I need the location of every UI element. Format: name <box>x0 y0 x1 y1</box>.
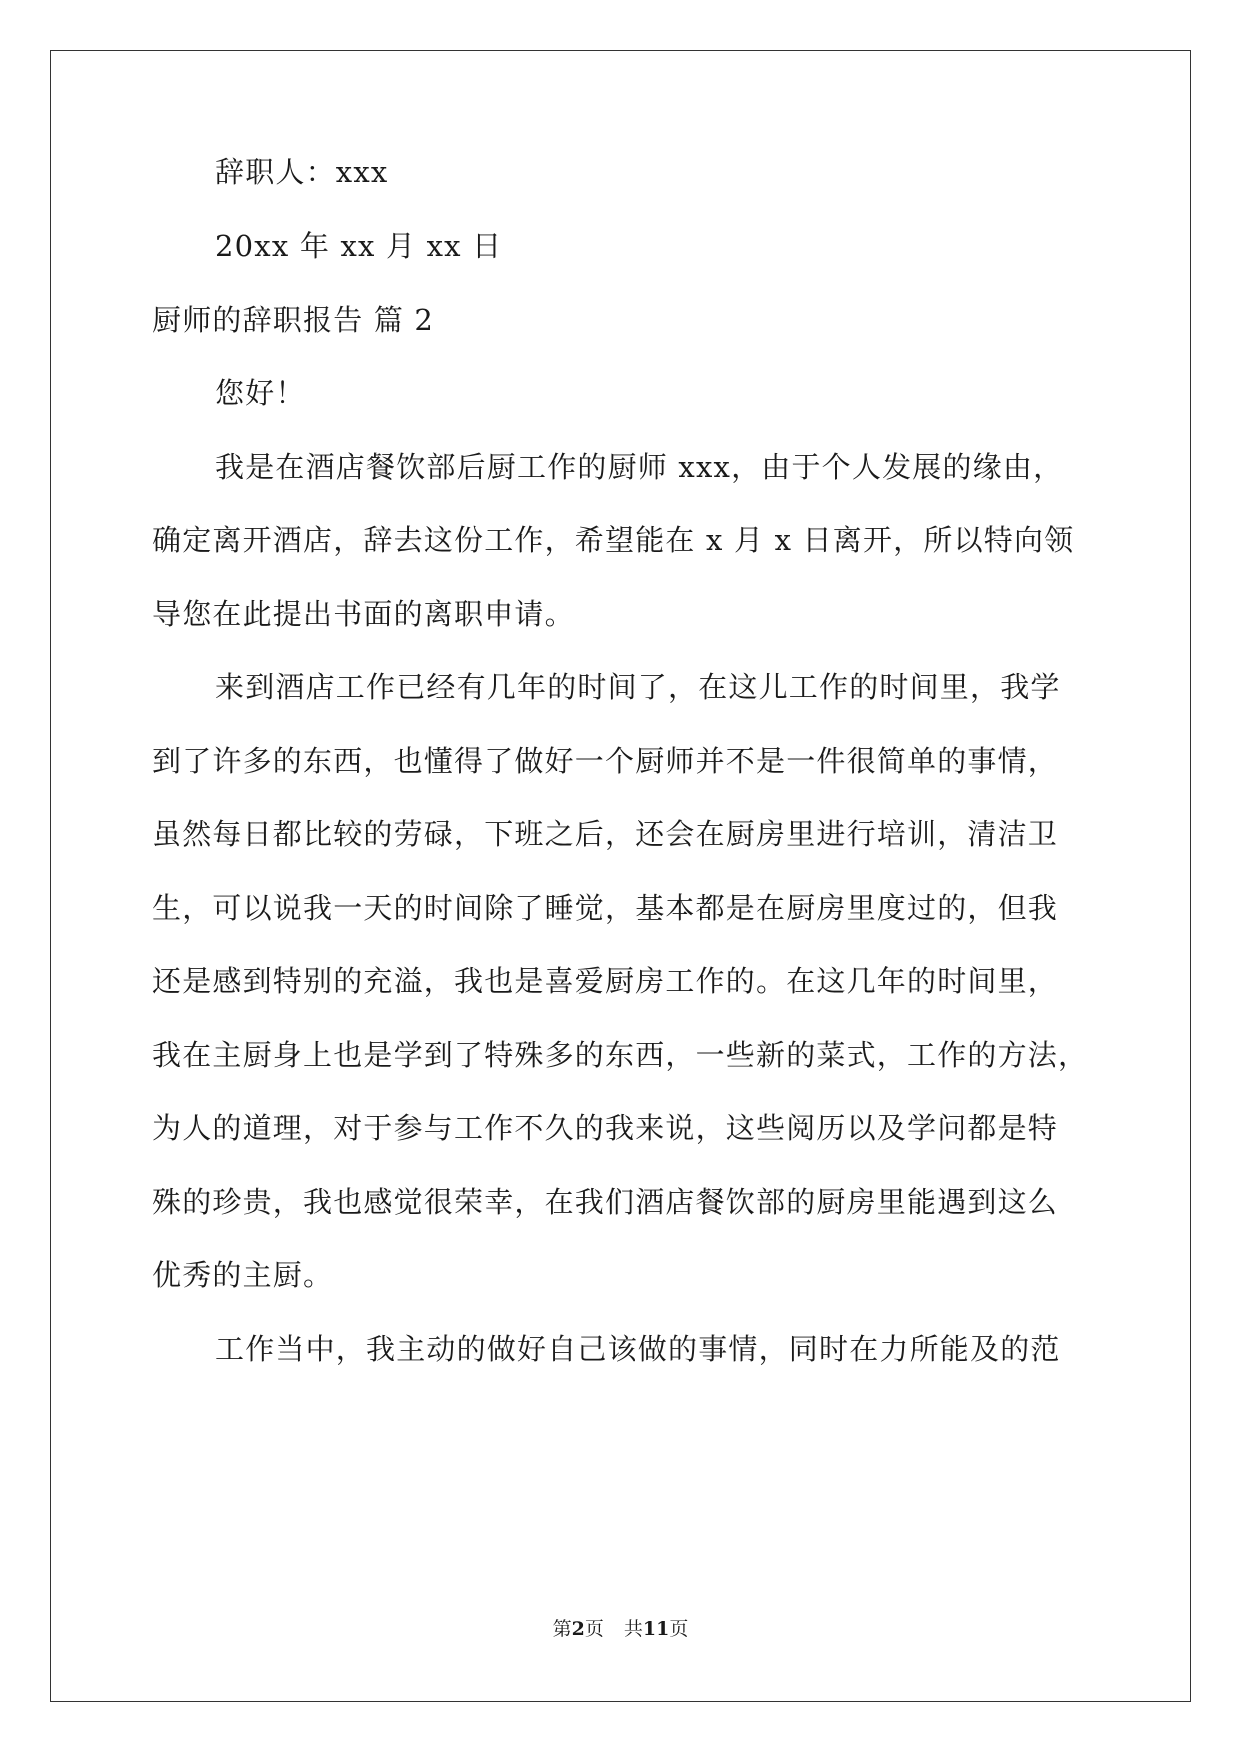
paragraph-line: 我是在酒店餐饮部后厨工作的厨师 xxx，由于个人发展的缘由， <box>215 450 1064 484</box>
paragraph-line: 优秀的主厨。 <box>152 1258 334 1292</box>
paragraph-line: 工作当中，我主动的做好自己该做的事情，同时在力所能及的范 <box>215 1332 1061 1366</box>
paragraph-line: 我在主厨身上也是学到了特殊多的东西，一些新的菜式，工作的方法， <box>152 1038 1089 1072</box>
total-suffix: 页 <box>669 1618 689 1640</box>
paragraph-line: 生，可以说我一天的时间除了睡觉，基本都是在厨房里度过的，但我 <box>152 891 1059 925</box>
greeting-line: 您好！ <box>215 376 306 410</box>
page-border <box>50 50 1191 1702</box>
section-heading: 厨师的辞职报告 篇 2 <box>152 303 435 337</box>
paragraph-line: 确定离开酒店，辞去这份工作，希望能在 x 月 x 日离开，所以特向领 <box>152 523 1075 557</box>
date-line: 20xx 年 xx 月 xx 日 <box>215 229 503 263</box>
paragraph-line: 还是感到特别的充溢，我也是喜爱厨房工作的。在这几年的时间里， <box>152 964 1059 998</box>
paragraph-line: 虽然每日都比较的劳碌，下班之后，还会在厨房里进行培训，清洁卫 <box>152 817 1059 851</box>
paragraph-line: 导您在此提出书面的离职申请。 <box>152 597 575 631</box>
total-prefix: 共 <box>623 1618 643 1640</box>
paragraph-line: 为人的道理，对于参与工作不久的我来说，这些阅历以及学问都是特 <box>152 1111 1059 1145</box>
total-page-number: 11 <box>642 1618 670 1640</box>
page-suffix: 页 <box>584 1618 604 1640</box>
paragraph-line: 到了许多的东西，也懂得了做好一个厨师并不是一件很简单的事情， <box>152 744 1059 778</box>
current-page-number: 2 <box>571 1618 585 1640</box>
paragraph-line: 来到酒店工作已经有几年的时间了，在这儿工作的时间里，我学 <box>215 670 1061 704</box>
resigner-line: 辞职人：xxx <box>215 155 389 189</box>
page-footer <box>0 1617 1241 1641</box>
paragraph-line: 殊的珍贵，我也感觉很荣幸，在我们酒店餐饮部的厨房里能遇到这么 <box>152 1185 1059 1219</box>
page-prefix: 第 <box>552 1618 572 1640</box>
